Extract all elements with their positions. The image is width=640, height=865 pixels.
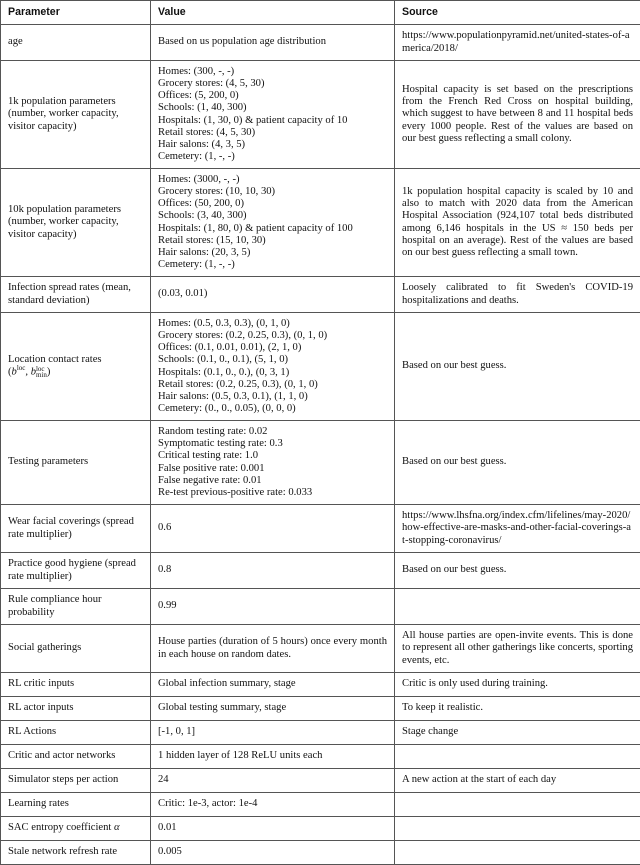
value-line: False negative rate: 0.01 [158, 475, 387, 487]
value-cell: 0.005 [151, 841, 395, 865]
header-row [1, 1, 640, 25]
value-line: Homes: (300, -, -) [158, 66, 387, 78]
table-row [1, 625, 640, 673]
value-line: Hospitals: (1, 30, 0) & patient capacity of 10 [158, 115, 387, 127]
source-cell: Based on our best guess. [395, 313, 640, 421]
param-cell: Simulator steps per action [1, 769, 151, 793]
value-cell: Based on us population age distribution [151, 25, 395, 61]
value-line: Cemetery: (1, -, -) [158, 259, 387, 271]
table-row [1, 697, 640, 721]
value-line: Offices: (5, 200, 0) [158, 90, 387, 102]
param-cell: Social gatherings [1, 625, 151, 673]
table-row [1, 673, 640, 697]
value-line: Offices: (0.1, 0.01, 0.01), (2, 1, 0) [158, 342, 387, 354]
source-cell [395, 793, 640, 817]
value-line: Hair salons: (4, 3, 5) [158, 139, 387, 151]
value-cell: House parties (duration of 5 hours) once every month in each house on random dates. [151, 625, 395, 673]
header-source: Source [395, 1, 640, 25]
table-row [1, 61, 640, 169]
param-cell: 10k population parameters (number, worker capacity, visitor capacity) [1, 169, 151, 277]
table-row [1, 313, 640, 421]
table-row [1, 169, 640, 277]
table-row [1, 589, 640, 625]
value-line: Grocery stores: (4, 5, 30) [158, 78, 387, 90]
table-row [1, 841, 640, 865]
source-cell: Stage change [395, 721, 640, 745]
value-line: Cemetery: (0., 0., 0.05), (0, 0, 0) [158, 403, 387, 415]
table-row [1, 745, 640, 769]
param-cell: Rule compliance hour probability [1, 589, 151, 625]
value-line: Schools: (0.1, 0., 0.1), (5, 1, 0) [158, 354, 387, 366]
header-value: Value [151, 1, 395, 25]
value-cell: 24 [151, 769, 395, 793]
value-line: Schools: (1, 40, 300) [158, 102, 387, 114]
param-cell [1, 313, 151, 421]
value-cell: (0.03, 0.01) [151, 277, 395, 313]
value-cell [151, 169, 395, 277]
value-line: Cemetery: (1, -, -) [158, 151, 387, 163]
source-cell: Critic is only used during training. [395, 673, 640, 697]
value-cell: 1 hidden layer of 128 ReLU units each [151, 745, 395, 769]
alpha-symbol: α [114, 822, 120, 833]
value-line: Re-test previous-positive rate: 0.033 [158, 487, 387, 499]
value-line: Grocery stores: (10, 10, 30) [158, 186, 387, 198]
value-cell: Global testing summary, stage [151, 697, 395, 721]
param-cell: Learning rates [1, 793, 151, 817]
param-cell: Testing parameters [1, 421, 151, 505]
value-line: Hair salons: (0.5, 0.3, 0.1), (1, 1, 0) [158, 391, 387, 403]
value-line: Offices: (50, 200, 0) [158, 198, 387, 210]
value-line: Hospitals: (0.1, 0., 0.), (0, 3, 1) [158, 367, 387, 379]
table-row [1, 553, 640, 589]
table-row [1, 25, 640, 61]
value-cell: 0.6 [151, 505, 395, 553]
param-cell: Infection spread rates (mean, standard deviation) [1, 277, 151, 313]
value-line: Random testing rate: 0.02 [158, 426, 387, 438]
value-cell: Critic: 1e-3, actor: 1e-4 [151, 793, 395, 817]
source-cell [395, 841, 640, 865]
value-line: Retail stores: (0.2, 0.25, 0.3), (0, 1, 0) [158, 379, 387, 391]
value-cell: 0.99 [151, 589, 395, 625]
param-cell: 1k population parameters (number, worker capacity, visitor capacity) [1, 61, 151, 169]
param-cell: RL Actions [1, 721, 151, 745]
value-line: Hospitals: (1, 80, 0) & patient capacity of 100 [158, 223, 387, 235]
table-row [1, 721, 640, 745]
table-row [1, 505, 640, 553]
source-cell: Based on our best guess. [395, 421, 640, 505]
value-cell: Global infection summary, stage [151, 673, 395, 697]
table-row [1, 793, 640, 817]
value-cell [151, 313, 395, 421]
param-cell: RL actor inputs [1, 697, 151, 721]
param-cell: Critic and actor networks [1, 745, 151, 769]
param-cell [1, 817, 151, 841]
value-line: Symptomatic testing rate: 0.3 [158, 438, 387, 450]
value-line: Schools: (3, 40, 300) [158, 210, 387, 222]
param-cell: Stale network refresh rate [1, 841, 151, 865]
param-label: Location contact rates [8, 354, 143, 366]
source-cell: Based on our best guess. [395, 553, 640, 589]
value-line: Retail stores: (15, 10, 30) [158, 235, 387, 247]
source-cell: Hospital capacity is set based on the prescriptions from the French Red Cross on hospital building, which suggest to have between 8 and 11 hospital beds every 1000 people. Rest of the values are based on our best guess reflecting a small colony. [395, 61, 640, 169]
source-cell: 1k population hospital capacity is scaled by 10 and also to match with 2020 data from the American Hospital Association (924,107 total beds distributed among 6,146 hospitals in the US ≈ 150 beds per hospital on an average). Rest of the values are based on our best guess reflecting a small town. [395, 169, 640, 277]
value-cell: [-1, 0, 1] [151, 721, 395, 745]
value-cell: 0.8 [151, 553, 395, 589]
value-line: False positive rate: 0.001 [158, 463, 387, 475]
param-cell: Wear facial coverings (spread rate multiplier) [1, 505, 151, 553]
value-line: Retail stores: (4, 5, 30) [158, 127, 387, 139]
value-line: Homes: (0.5, 0.3, 0.3), (0, 1, 0) [158, 318, 387, 330]
table-row [1, 769, 640, 793]
source-cell: https://www.lhsfna.org/index.cfm/lifelines/may-2020/how-effective-are-masks-and-other-facial-coverings-at-stopping-coronavirus/ [395, 505, 640, 553]
value-cell [151, 61, 395, 169]
value-line: Grocery stores: (0.2, 0.25, 0.3), (0, 1, 0) [158, 330, 387, 342]
param-cell: RL critic inputs [1, 673, 151, 697]
param-cell: Practice good hygiene (spread rate multiplier) [1, 553, 151, 589]
source-cell [395, 745, 640, 769]
source-cell: A new action at the start of each day [395, 769, 640, 793]
contact-formula: ($b^{loc}$, b loc min ) [8, 366, 143, 379]
param-label: SAC entropy coefficient [8, 822, 111, 833]
table-row [1, 421, 640, 505]
source-cell: https://www.populationpyramid.net/united-states-of-america/2018/ [395, 25, 640, 61]
source-cell [395, 589, 640, 625]
value-line: Hair salons: (20, 3, 5) [158, 247, 387, 259]
source-cell: Loosely calibrated to fit Sweden's COVID-19 hospitalizations and deaths. [395, 277, 640, 313]
source-cell: To keep it realistic. [395, 697, 640, 721]
header-parameter: Parameter [1, 1, 151, 25]
table-row [1, 817, 640, 841]
table-row [1, 277, 640, 313]
value-line: Homes: (3000, -, -) [158, 174, 387, 186]
param-cell: age [1, 25, 151, 61]
value-cell [151, 421, 395, 505]
value-cell: 0.01 [151, 817, 395, 841]
source-cell [395, 817, 640, 841]
value-line: Critical testing rate: 1.0 [158, 450, 387, 462]
source-cell: All house parties are open-invite events. This is done to represent all other gatherings like concerts, sporting events, etc. [395, 625, 640, 673]
